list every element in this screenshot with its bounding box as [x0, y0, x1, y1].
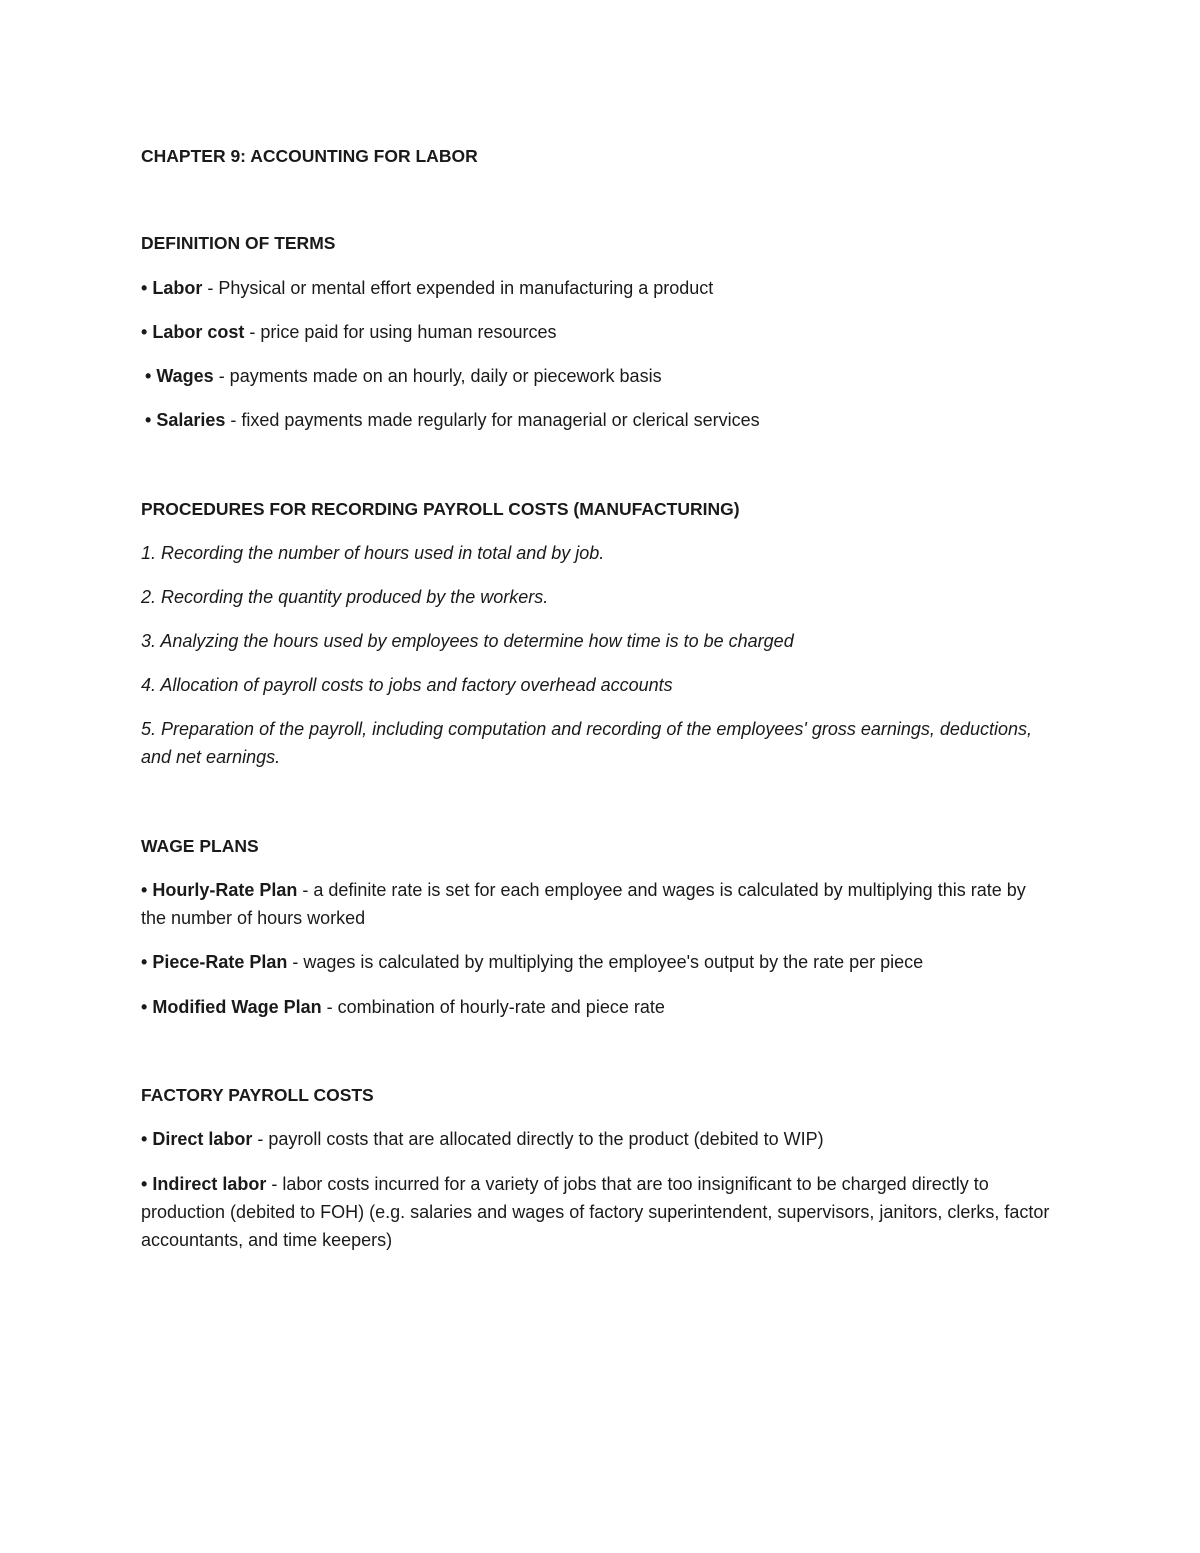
- bullet-icon: •: [141, 278, 148, 298]
- factory-payroll-heading: FACTORY PAYROLL COSTS: [141, 1085, 374, 1105]
- payroll-cost-item: [141, 1125, 1066, 1153]
- definition-desc: - Physical or mental effort expended in manufacturing a product: [202, 278, 714, 298]
- payroll-cost-term: Indirect labor: [152, 1174, 267, 1194]
- bullet-icon: •: [141, 880, 148, 900]
- procedure-item: 2. Recording the quantity produced by the workers.: [141, 587, 549, 607]
- definition-term: Labor cost: [152, 322, 245, 342]
- payroll-cost-item: [141, 1170, 1061, 1254]
- bullet-icon: •: [141, 322, 148, 342]
- procedure-item: 4. Allocation of payroll costs to jobs and factory overhead accounts: [141, 675, 673, 695]
- wage-plan-item: [141, 876, 1046, 932]
- procedure-item: 1. Recording the number of hours used in total and by job.: [141, 543, 605, 563]
- wage-plan-item: [141, 948, 1066, 976]
- definitions-heading: DEFINITION OF TERMS: [141, 233, 336, 253]
- wage-plan-term: Modified Wage Plan: [152, 997, 322, 1017]
- definition-item: [141, 274, 1066, 302]
- wage-plan-desc: - combination of hourly-rate and piece rate: [321, 997, 665, 1017]
- definition-item: [145, 362, 1070, 390]
- wage-plan-term: Hourly-Rate Plan: [152, 880, 298, 900]
- wage-plan-term: Piece-Rate Plan: [152, 952, 288, 972]
- definition-term: Salaries: [156, 410, 226, 430]
- procedure-item: 3. Analyzing the hours used by employees to determine how time is to be charged: [141, 631, 794, 651]
- definition-item: [145, 406, 1070, 434]
- chapter-title: CHAPTER 9: ACCOUNTING FOR LABOR: [141, 146, 478, 166]
- wage-plan-desc: - wages is calculated by multiplying the employee's output by the rate per piece: [287, 952, 924, 972]
- bullet-icon: •: [145, 410, 152, 430]
- payroll-cost-desc: - labor costs incurred for a variety of jobs that are too insignificant to be charged directly to production (debited to FOH) (e.g. salaries and wages of factory superintendent, supervisors, janitors, clerks, factor accountants, and time keepers): [141, 1174, 1050, 1250]
- wage-plan-desc: - a definite rate is set for each employee and wages is calculated by multiplying this rate by the number of hours worked: [141, 880, 1026, 928]
- definition-desc: - fixed payments made regularly for managerial or clerical services: [225, 410, 760, 430]
- wage-plan-item: [141, 993, 1066, 1021]
- definition-term: Wages: [156, 366, 214, 386]
- procedures-heading: PROCEDURES FOR RECORDING PAYROLL COSTS (MANUFACTURING): [141, 499, 740, 519]
- bullet-icon: •: [141, 997, 148, 1017]
- bullet-icon: •: [141, 1129, 148, 1149]
- procedure-item: 5. Preparation of the payroll, including computation and recording of the employees' gross earnings, deductions, and net earnings.: [141, 719, 1032, 767]
- bullet-icon: •: [141, 952, 148, 972]
- definition-term: Labor: [152, 278, 203, 298]
- bullet-icon: •: [141, 1174, 148, 1194]
- definition-desc: - payments made on an hourly, daily or piecework basis: [213, 366, 662, 386]
- payroll-cost-term: Direct labor: [152, 1129, 253, 1149]
- definition-item: [141, 318, 1066, 346]
- definition-desc: - price paid for using human resources: [244, 322, 557, 342]
- bullet-icon: •: [145, 366, 152, 386]
- wage-plans-heading: WAGE PLANS: [141, 836, 259, 856]
- payroll-cost-desc: - payroll costs that are allocated directly to the product (debited to WIP): [252, 1129, 824, 1149]
